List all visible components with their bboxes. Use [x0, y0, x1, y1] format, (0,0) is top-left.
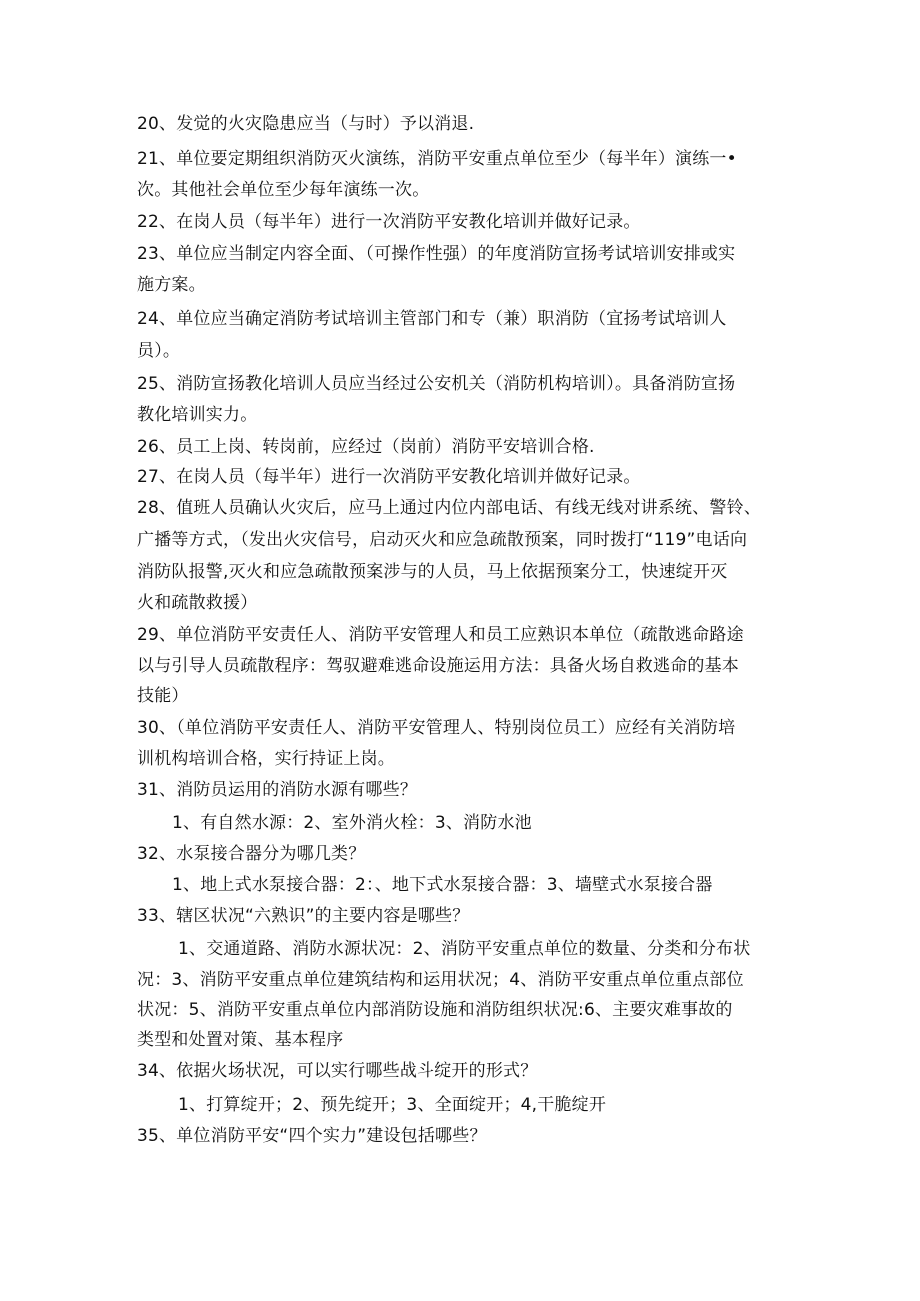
item-29-line-2: 以与引导人员疏散程序：驾驭避难逃命设施运用方法：具备火场自救逃命的基本 — [137, 656, 739, 676]
item-21-line-1: 21、单位要定期组织消防灭火演练，消防平安重点单位至少（每半年）演练一• — [137, 149, 737, 169]
item-30-line-2: 训机构培训合格，实行持证上岗。 — [137, 749, 395, 769]
item-25-line-1: 25、消防宣扬教化培训人员应当经过公安机关（消防机构培训）。具备消防宣扬 — [137, 374, 736, 394]
item-29-line-1: 29、单位消防平安责任人、消防平安管理人和员工应熟识本单位（疏散逃命路途 — [137, 625, 744, 645]
item-27-line-1: 27、在岗人员（每半年）进行一次消防平安教化培训并做好记录。 — [137, 467, 641, 487]
item-34-question: 34、依据火场状况，可以实行哪些战斗绽开的形式？ — [137, 1061, 538, 1081]
item-35-question: 35、单位消防平安“四个实力”建设包括哪些？ — [137, 1126, 487, 1146]
item-33-question: 33、辖区状况“六熟识”的主要内容是哪些？ — [137, 906, 470, 926]
item-34-answer: 1、打算绽开；2、预先绽开；3、全面绽开；4,干脆绽开 — [178, 1095, 607, 1115]
item-33-answer-line-4: 类型和处置对策、基本程序 — [137, 1030, 344, 1050]
item-33-answer-line-3: 状况：5、消防平安重点单位内部消防设施和消防组织状况:6、主要灾难事故的 — [137, 1000, 733, 1020]
item-32-question: 32、水泵接合器分为哪几类？ — [137, 844, 366, 864]
item-28-line-1: 28、值班人员确认火灾后，应马上通过内位内部电话、有线无线对讲系统、警铃、 — [137, 498, 762, 518]
item-26-line-1: 26、员工上岗、转岗前，应经过（岗前）消防平安培训合格. — [137, 437, 595, 457]
item-21-line-2: 次。其他社会单位至少每年演练一次。 — [137, 180, 430, 200]
item-28-line-3: 消防队报警,灭火和应急疏散预案涉与的人员，马上依据预案分工，快速绽开灭 — [137, 562, 728, 582]
item-28-line-4: 火和疏散救援） — [137, 593, 258, 613]
item-23-line-1: 23、单位应当制定内容全面、（可操作性强）的年度消防宣扬考试培训安排或实 — [137, 244, 736, 264]
item-23-line-2: 施方案。 — [137, 275, 206, 295]
item-20-line-1: 20、发觉的火灾隐患应当（与时）予以消退. — [137, 114, 475, 134]
item-32-answer: 1、地上式水泵接合器：2：、地下式水泵接合器：3、墙壁式水泵接合器 — [172, 875, 713, 895]
item-29-line-3: 技能） — [137, 686, 189, 706]
item-30-line-1: 30、（单位消防平安责任人、消防平安管理人、特别岗位员工）应经有关消防培 — [137, 718, 736, 738]
item-25-line-2: 教化培训实力。 — [137, 405, 258, 425]
item-28-line-2: 广播等方式，（发出火灾信号，启动灭火和应急疏散预案，同时拨打“119”电话向 — [137, 530, 748, 550]
item-33-answer-line-1: 1、交通道路、消防水源状况：2、消防平安重点单位的数量、分类和分布状 — [178, 939, 751, 959]
item-31-answer: 1、有自然水源：2、室外消火栓：3、消防水池 — [172, 813, 532, 833]
item-22-line-1: 22、在岗人员（每半年）进行一次消防平安教化培训并做好记录。 — [137, 212, 641, 232]
item-31-question: 31、消防员运用的消防水源有哪些？ — [137, 780, 418, 800]
item-24-line-1: 24、单位应当确定消防考试培训主管部门和专（兼）职消防（宜扬考试培训人 — [137, 309, 727, 329]
item-24-line-2: 员）。 — [137, 341, 181, 361]
item-33-answer-line-2: 况：3、消防平安重点单位建筑结构和运用状况；4、消防平安重点单位重点部位 — [137, 970, 744, 990]
